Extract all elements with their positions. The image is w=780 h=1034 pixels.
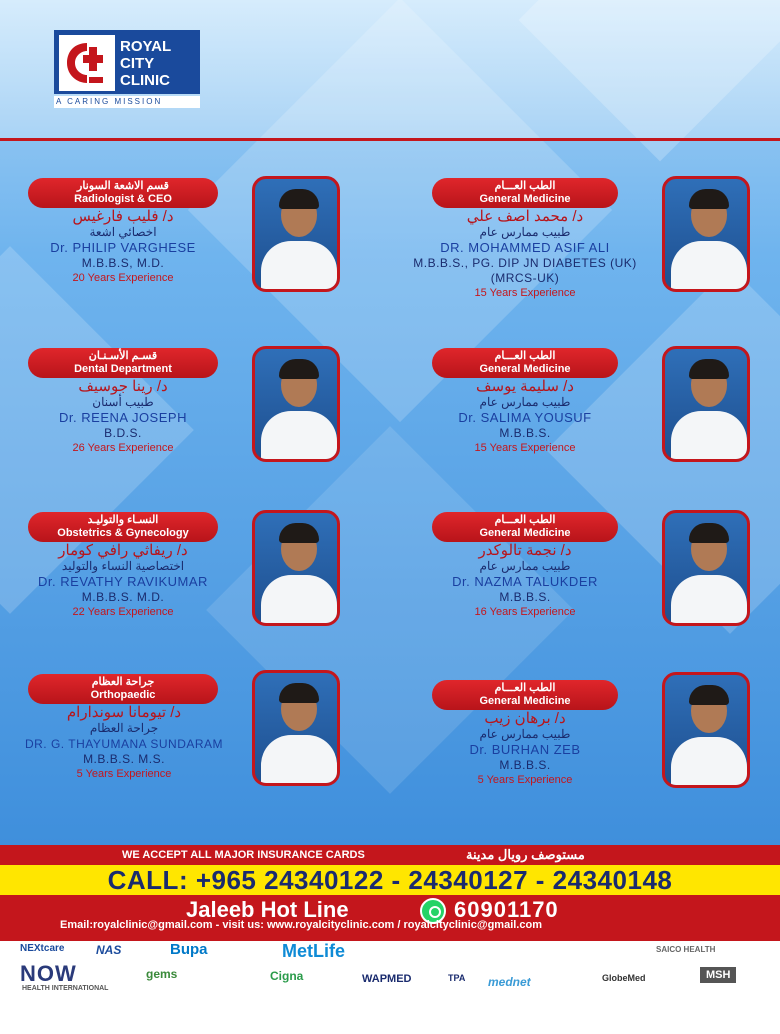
doctor-role-arabic: طبيب أسنان bbox=[92, 395, 154, 409]
doctor-info bbox=[412, 542, 638, 619]
doctor-info bbox=[14, 542, 232, 619]
clinic-logo bbox=[54, 30, 200, 108]
doctor-photo bbox=[252, 510, 340, 626]
department-english: Radiologist & CEO bbox=[74, 193, 172, 205]
department-english: Dental Department bbox=[74, 363, 172, 375]
doctor-experience: 22 Years Experience bbox=[72, 606, 174, 618]
doctor-photo bbox=[662, 176, 750, 292]
doctor-info bbox=[18, 208, 228, 285]
insurer-logo: WAPMED bbox=[362, 973, 412, 985]
insurer-logo: SAICO HEALTH bbox=[656, 945, 716, 954]
header-divider bbox=[0, 138, 780, 141]
insurer-logo: TPA bbox=[448, 973, 466, 983]
doctor-name-arabic: د/ تيومانا سوندارام bbox=[66, 704, 182, 721]
doctor-name: Dr. SALIMA YOUSUF bbox=[458, 410, 592, 425]
insurer-logo: GlobeMed bbox=[602, 973, 646, 983]
doctor-experience: 5 Years Experience bbox=[76, 768, 172, 780]
doctor-name-arabic: د/ محمد اصف علي bbox=[466, 208, 584, 225]
doctor-qualification: M.B.B.S., PG. DIP JN DIABETES (UK) bbox=[413, 256, 637, 270]
department-arabic: النسـاء والتوليـد bbox=[87, 514, 159, 526]
doctor-experience: 5 Years Experience bbox=[477, 774, 573, 786]
logo-line-3: CLINIC bbox=[120, 72, 170, 89]
logo-line-1: ROYAL bbox=[120, 38, 172, 55]
doctor-qualification-2: (MRCS-UK) bbox=[490, 271, 560, 285]
department-badge bbox=[28, 512, 218, 542]
contact-email-line[interactable]: Email:royalclinic@gmail.com - visit us: www.royalcityclinic.com / royalcityclinic@gmail.com bbox=[60, 919, 542, 931]
doctor-info bbox=[392, 208, 658, 300]
doctor-qualification: M.B.B.S. bbox=[499, 426, 551, 440]
department-arabic: قسم الاشعة السونار bbox=[77, 180, 169, 192]
department-english: Orthopaedic bbox=[90, 689, 156, 701]
insurer-logo: gems bbox=[146, 967, 178, 981]
department-badge bbox=[432, 348, 618, 378]
doctor-role-arabic: طبيب ممارس عام bbox=[479, 727, 571, 741]
doctor-name: DR. G. THAYUMANA SUNDARAM bbox=[24, 737, 224, 751]
doctor-qualification: M.B.B.S. bbox=[499, 590, 551, 604]
department-arabic: قسـم الأسـنـان bbox=[88, 350, 158, 362]
doctor-role-arabic: طبيب ممارس عام bbox=[479, 395, 571, 409]
insurer-logo: NOW bbox=[20, 961, 77, 986]
doctor-experience: 15 Years Experience bbox=[474, 287, 576, 299]
department-badge bbox=[28, 178, 218, 208]
doctor-role-arabic: اختصاصية النساء والتوليد bbox=[61, 559, 185, 573]
doctor-name-arabic: د/ ريفاثي رافي كومار bbox=[58, 542, 188, 559]
doctor-name: Dr. REVATHY RAVIKUMAR bbox=[38, 574, 208, 589]
doctor-name: Dr. NAZMA TALUKDER bbox=[452, 574, 598, 589]
department-english: General Medicine bbox=[479, 695, 571, 707]
department-badge bbox=[432, 512, 618, 542]
department-arabic: الطب العـــام bbox=[494, 180, 556, 192]
insurer-logo: Bupa bbox=[170, 941, 208, 958]
doctor-role-arabic: طبيب ممارس عام bbox=[479, 225, 571, 239]
logo-mark-icon bbox=[59, 35, 115, 91]
insurer-logo: NEXtcare bbox=[20, 943, 65, 954]
doctor-info bbox=[412, 710, 638, 787]
doctor-photo bbox=[662, 346, 750, 462]
doctor-name: Dr. BURHAN ZEB bbox=[469, 742, 581, 757]
department-arabic: الطب العـــام bbox=[494, 514, 556, 526]
doctor-experience: 16 Years Experience bbox=[474, 606, 576, 618]
doctor-experience: 26 Years Experience bbox=[72, 442, 174, 454]
insurer-logo: NAS bbox=[96, 943, 122, 957]
doctor-name-arabic: د/ نجمة تالوكدر bbox=[478, 542, 572, 559]
department-badge bbox=[28, 348, 218, 378]
doctor-name-arabic: د/ رينا جوسيف bbox=[78, 378, 168, 395]
doctor-qualification: M.B.B.S. bbox=[499, 758, 551, 772]
doctor-name-arabic: د/ سليمة يوسف bbox=[476, 378, 574, 395]
hotline-banner bbox=[0, 895, 780, 941]
doctor-role-arabic: جراحة العظام bbox=[89, 721, 159, 735]
doctor-role-arabic: طبيب ممارس عام bbox=[479, 559, 571, 573]
department-badge bbox=[28, 674, 218, 704]
doctor-name: Dr. PHILIP VARGHESE bbox=[50, 240, 196, 255]
department-arabic: الطب العـــام bbox=[494, 350, 556, 362]
department-english: General Medicine bbox=[479, 193, 571, 205]
insurer-logo: mednet bbox=[488, 975, 531, 989]
insurance-banner bbox=[0, 845, 780, 865]
logo-line-2: CITY bbox=[120, 55, 155, 72]
doctor-qualification: B.D.S. bbox=[104, 426, 142, 440]
call-banner[interactable]: CALL: +965 24340122 - 24340127 - 24340148 bbox=[0, 865, 780, 895]
department-arabic: جراحة العظام bbox=[91, 676, 155, 688]
doctor-name: Dr. REENA JOSEPH bbox=[59, 410, 187, 425]
insurer-logo: Cigna bbox=[270, 969, 304, 983]
logo-tagline: A CARING MISSION bbox=[54, 96, 200, 108]
doctor-experience: 15 Years Experience bbox=[474, 442, 576, 454]
doctor-info bbox=[8, 704, 240, 781]
doctor-info bbox=[412, 378, 638, 455]
department-badge bbox=[432, 178, 618, 208]
doctor-name-arabic: د/ برهان زيب bbox=[484, 710, 566, 727]
logo-box bbox=[54, 30, 200, 94]
department-english: Obstetrics & Gynecology bbox=[57, 527, 189, 539]
doctor-name-arabic: د/ فليب فارغيس bbox=[72, 208, 174, 225]
insurer-logo: MetLife bbox=[282, 941, 345, 961]
doctor-qualification: M.B.B.S. M.D. bbox=[81, 590, 165, 604]
doctor-photo bbox=[252, 176, 340, 292]
doctor-info bbox=[18, 378, 228, 455]
department-badge bbox=[432, 680, 618, 710]
doctor-qualification: M.B.B.S, M.D. bbox=[81, 256, 165, 270]
doctor-qualification: M.B.B.S. M.S. bbox=[83, 752, 165, 766]
insurer-logo: MSH bbox=[700, 967, 736, 983]
doctor-photo bbox=[662, 510, 750, 626]
department-english: General Medicine bbox=[479, 527, 571, 539]
doctor-role-arabic: اخصائي اشعة bbox=[89, 225, 157, 239]
hotline-label: Jaleeb Hot Line bbox=[186, 897, 349, 922]
doctor-name: DR. MOHAMMED ASIF ALI bbox=[440, 240, 610, 255]
doctor-experience: 20 Years Experience bbox=[72, 272, 174, 284]
insurer-logo: HEALTH INTERNATIONAL bbox=[22, 985, 109, 992]
doctor-photo bbox=[252, 346, 340, 462]
logo-name bbox=[120, 38, 200, 89]
insurance-text: WE ACCEPT ALL MAJOR INSURANCE CARDS bbox=[122, 849, 365, 861]
hotline-number[interactable]: 60901170 bbox=[454, 897, 559, 922]
doctor-photo bbox=[662, 672, 750, 788]
insurer-logos bbox=[0, 941, 780, 1034]
department-arabic: الطب العـــام bbox=[494, 682, 556, 694]
hospital-name-arabic: مستوصف رويال مدينة bbox=[466, 847, 585, 862]
doctor-photo bbox=[252, 670, 340, 786]
department-english: General Medicine bbox=[479, 363, 571, 375]
